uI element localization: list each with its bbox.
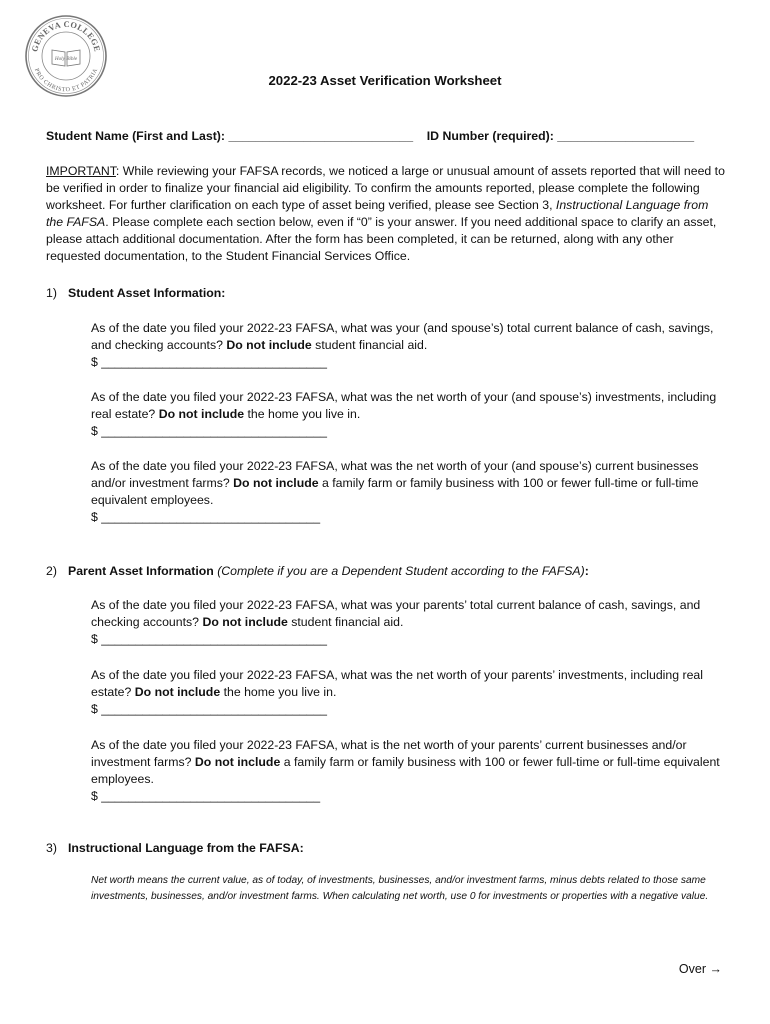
amount-field-parent-businesses[interactable]: $ ________________________________ — [91, 789, 321, 803]
identity-row — [46, 128, 694, 145]
question-text: As of the date you filed your 2022-23 FAFSA, what was the net worth of your parents’ investments, including real estate? — [91, 668, 703, 699]
question-emphasis: Do not include — [134, 685, 221, 699]
page-title: 2022-23 Asset Verification Worksheet — [268, 73, 502, 88]
intro-text-b: . Please complete each section below, even if “0” is your answer. If you need additional space to clarify an asset, please attach additional documentation. After the form has been completed, it can be returned, along with any other requested documentation, to the Student Financial Services Office. — [46, 215, 717, 263]
section-3-title: Instructional Language from the FAFSA: — [68, 841, 304, 855]
over-indicator — [679, 961, 722, 978]
question-text: As of the date you filed your 2022-23 FAFSA, what was your (and spouse’s) total current balance of cash, savings, and checking accounts? — [91, 321, 714, 352]
question-text-end: the home you live in. — [244, 407, 361, 421]
question-text-end: a family farm or family business with 100 or fewer full-time or full-time equivalent employees. — [91, 755, 720, 786]
section-2-heading — [46, 563, 589, 580]
question-emphasis: Do not include — [202, 615, 288, 629]
student-name-field[interactable]: ___________________________ — [228, 129, 414, 143]
section-3-number: 3) — [46, 841, 57, 855]
question-emphasis: Do not include — [158, 407, 245, 421]
question-text: As of the date you filed your 2022-23 FAFSA, what was the net worth of your (and spouse’s) current businesses and/or investment farms? — [91, 459, 699, 490]
seal-bottom-text: PRO CHRISTO ET PATRIA — [32, 67, 100, 94]
question-emphasis: Do not include — [194, 755, 281, 769]
section-1-number: 1) — [46, 286, 57, 300]
question-text-end: the home you live in. — [220, 685, 337, 699]
intro-text-italic: Instructional Language from the FAFSA — [46, 198, 709, 229]
amount-field-student-cash[interactable]: $ _________________________________ — [91, 355, 327, 369]
important-label: IMPORTANT — [46, 164, 116, 178]
fafsa-definition-text: Net worth means the current value, as of today, of investments, businesses, and/or investment farms, minus debts related to those same investments, businesses, and/or investment farms. When calculating net worth, use 0 for investments or properties with a negative value. — [91, 875, 709, 902]
section-3-heading — [46, 840, 304, 857]
question-student-cash — [91, 320, 727, 371]
amount-field-student-businesses[interactable]: $ ________________________________ — [91, 510, 321, 524]
id-number-label: ID Number (required): — [426, 129, 554, 143]
question-text-end: a family farm or family business with 100 or fewer full-time or full-time equivalent employees. — [91, 476, 699, 507]
id-number-field[interactable]: ____________________ — [557, 129, 695, 143]
section-1-title: Student Asset Information: — [68, 286, 226, 300]
question-emphasis: Do not include — [226, 338, 312, 352]
question-student-investments — [91, 389, 727, 440]
question-student-businesses — [91, 458, 727, 526]
amount-field-parent-cash[interactable]: $ _________________________________ — [91, 632, 327, 646]
seal-top-text: GENEVA COLLEGE — [30, 19, 102, 53]
section-2-note: (Complete if you are a Dependent Student according to the FAFSA) — [217, 564, 585, 578]
question-text: As of the date you filed your 2022-23 FAFSA, what is the net worth of your parents’ current businesses and/or investment farms? — [91, 738, 687, 769]
intro-text-a: : While reviewing your FAFSA records, we noticed a large or unusual amount of assets reported that will need to be verified in order to finalize your financial aid eligibility. To confirm the amounts reported, please complete the following worksheet. For further clarification on each type of asset being verified, please see Section 3, — [46, 164, 725, 212]
question-text-end: student financial aid. — [287, 615, 404, 629]
intro-paragraph — [46, 163, 726, 265]
section-1-heading — [46, 285, 225, 302]
amount-field-student-investments[interactable]: $ _________________________________ — [91, 424, 327, 438]
student-name-label: Student Name (First and Last): — [46, 129, 226, 143]
arrow-right-icon: → — [709, 962, 722, 976]
question-text: As of the date you filed your 2022-23 FAFSA, what was your parents’ total current balance of cash, savings, and checking accounts? — [91, 598, 701, 629]
question-parent-businesses — [91, 737, 727, 805]
question-parent-investments — [91, 667, 727, 718]
amount-field-parent-investments[interactable]: $ _________________________________ — [91, 702, 327, 716]
section-2-title: Parent Asset Information — [68, 564, 214, 578]
question-text: As of the date you filed your 2022-23 FAFSA, what was the net worth of your (and spouse’s) investments, including real estate? — [91, 390, 717, 421]
over-label: Over — [678, 962, 707, 976]
question-emphasis: Do not include — [233, 476, 319, 490]
seal-book-label: Holy Bible — [54, 56, 78, 62]
question-text-end: student financial aid. — [311, 338, 428, 352]
question-parent-cash — [91, 597, 727, 648]
section-2-colon: : — [584, 564, 589, 578]
section-2-number: 2) — [46, 564, 57, 578]
